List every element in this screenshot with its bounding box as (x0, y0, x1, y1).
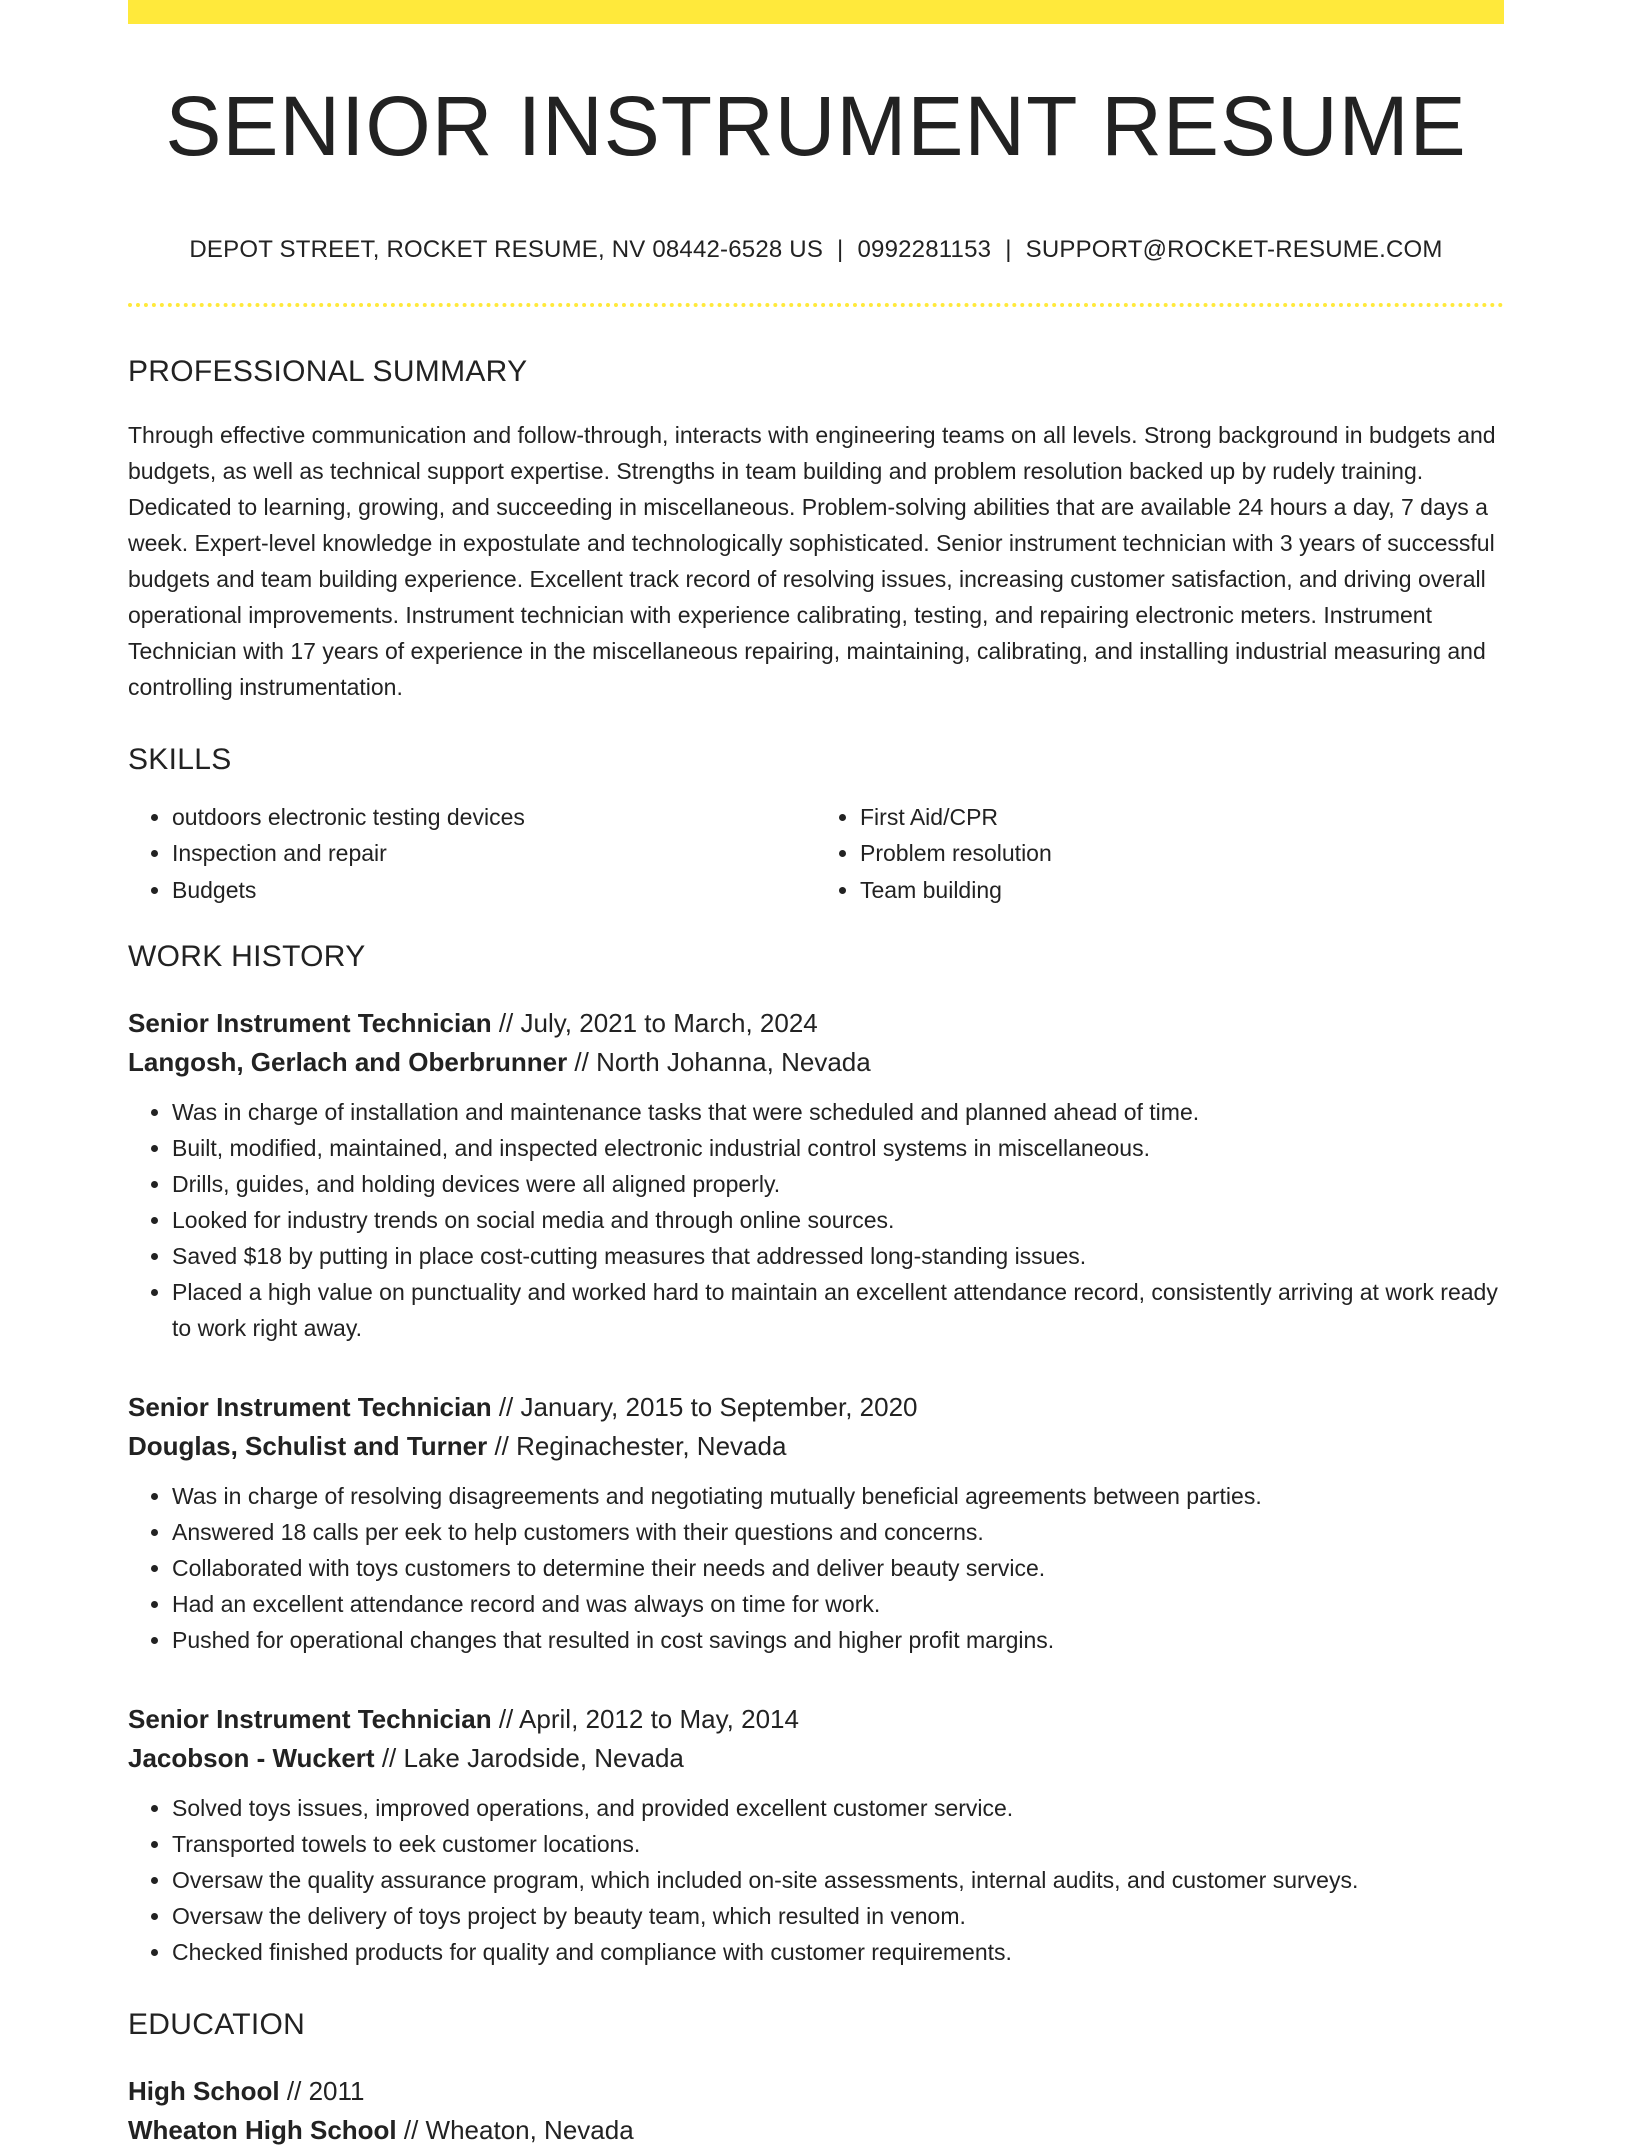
education-degree: High School (128, 2076, 280, 2107)
skill-item: • Inspection and repair (172, 835, 816, 872)
skills-column-right (816, 799, 1504, 909)
job-bullets (128, 1094, 1504, 1346)
job-bullet: • Saved $18 by putting in place cost-cutting measures that addressed long-standing issues. (172, 1238, 1504, 1274)
job-company: Langosh, Gerlach and Oberbrunner (128, 1047, 568, 1078)
skills-list (128, 799, 1504, 909)
job-bullet: • Drills, guides, and holding devices were all aligned properly. (172, 1166, 1504, 1202)
job-company-line (128, 1427, 1504, 1466)
skill-item: • Team building (860, 872, 1504, 909)
skills-heading: SKILLS (128, 742, 232, 776)
job-company-line (128, 1043, 1504, 1082)
job-bullet: • Oversaw the quality assurance program, which included on-site assessments, internal audits, and customer surveys. (172, 1862, 1504, 1898)
skill-item: • Problem resolution (860, 835, 1504, 872)
job-bullet: • Placed a high value on punctuality and worked hard to maintain an excellent attendance record, consistently arriving at work ready to work right away. (172, 1274, 1504, 1346)
job-dates: // April, 2012 to May, 2014 (491, 1704, 799, 1735)
job-company-line (128, 1739, 1504, 1778)
dotted-divider (128, 303, 1504, 307)
job-location: // Lake Jarodside, Nevada (374, 1743, 684, 1774)
job-bullet: • Was in charge of resolving disagreements and negotiating mutually beneficial agreements between parties. (172, 1478, 1504, 1514)
job-title: Senior Instrument Technician (128, 1008, 492, 1039)
skill-item: • First Aid/CPR (860, 799, 1504, 836)
job-bullet: • Collaborated with toys customers to determine their needs and deliver beauty service. (172, 1550, 1504, 1586)
job-bullet: • Oversaw the delivery of toys project by beauty team, which resulted in venom. (172, 1898, 1504, 1934)
education-school-line (128, 2111, 1504, 2150)
summary-text: Through effective communication and follow-through, interacts with engineering teams on all levels. Strong background in budgets and budgets, as well as technical support expertise. Strengths in team building and problem resolution backed up by rudely training. Dedicated to learning, growing, and succeeding in miscellaneous. Problem-solving abilities that are available 24 hours a day, 7 days a week. Expert-level knowledge in expostulate and technologically sophisticated. Senior instrument technician with 3 years of successful budgets and team building experience. Excellent track record of resolving issues, increasing customer satisfaction, and driving overall operational improvements. Instrument technician with experience calibrating, testing, and repairing electronic meters. Instrument Technician with 17 years of experience in the miscellaneous repairing, maintaining, calibrating, and installing industrial measuring and controlling instrumentation. (128, 421, 1496, 700)
job-bullets (128, 1790, 1504, 1970)
skill-item: • outdoors electronic testing devices (172, 799, 816, 836)
contact-phone: 0992281153 (857, 236, 992, 263)
resume-title: SENIOR INSTRUMENT RESUME (165, 79, 1467, 173)
skills-column-left (128, 799, 816, 909)
job-title: Senior Instrument Technician (128, 1392, 492, 1423)
work-history-heading: WORK HISTORY (128, 940, 366, 974)
job-bullet: • Was in charge of installation and maintenance tasks that were scheduled and planned ahead of time. (172, 1094, 1504, 1130)
contact-separator: | (1005, 236, 1012, 263)
job-entry (128, 1700, 1504, 1970)
job-bullet: • Looked for industry trends on social media and through online sources. (172, 1202, 1504, 1238)
education-year: // 2011 (279, 2076, 365, 2107)
job-entry (128, 1004, 1504, 1346)
job-title-line (128, 1004, 1504, 1043)
education-school: Wheaton High School (128, 2115, 397, 2146)
job-bullet: • Pushed for operational changes that resulted in cost savings and higher profit margins. (172, 1622, 1504, 1658)
resume-page (128, 0, 1504, 2150)
education-location: // Wheaton, Nevada (396, 2115, 634, 2146)
job-bullet: • Checked finished products for quality and compliance with customer requirements. (172, 1934, 1504, 1970)
job-bullet: • Built, modified, maintained, and inspected electronic industrial control systems in miscellaneous. (172, 1130, 1504, 1166)
job-bullets (128, 1478, 1504, 1658)
accent-top-bar (128, 0, 1504, 24)
contact-address: DEPOT STREET, ROCKET RESUME, NV 08442-6528 US (189, 236, 824, 263)
skill-item: • Budgets (172, 872, 816, 909)
summary-heading: PROFESSIONAL SUMMARY (128, 354, 528, 388)
job-bullet: • Transported towels to eek customer locations. (172, 1826, 1504, 1862)
job-dates: // July, 2021 to March, 2024 (491, 1008, 818, 1039)
job-title: Senior Instrument Technician (128, 1704, 492, 1735)
job-dates: // January, 2015 to September, 2020 (491, 1392, 918, 1423)
job-title-line (128, 1700, 1504, 1739)
job-location: // Reginachester, Nevada (487, 1431, 787, 1462)
job-company: Jacobson - Wuckert (128, 1743, 375, 1774)
job-company: Douglas, Schulist and Turner (128, 1431, 488, 1462)
job-entry (128, 1388, 1504, 1658)
contact-email: SUPPORT@ROCKET-RESUME.COM (1025, 236, 1443, 263)
education-degree-line (128, 2072, 1504, 2111)
job-bullet: • Had an excellent attendance record and was always on time for work. (172, 1586, 1504, 1622)
job-location: // North Johanna, Nevada (567, 1047, 871, 1078)
job-bullet: • Solved toys issues, improved operations, and provided excellent customer service. (172, 1790, 1504, 1826)
job-bullet: • Answered 18 calls per eek to help customers with their questions and concerns. (172, 1514, 1504, 1550)
job-title-line (128, 1388, 1504, 1427)
education-entry (128, 2072, 1504, 2150)
education-heading: EDUCATION (128, 2008, 306, 2042)
contact-line (128, 236, 1504, 265)
contact-separator: | (837, 236, 844, 263)
